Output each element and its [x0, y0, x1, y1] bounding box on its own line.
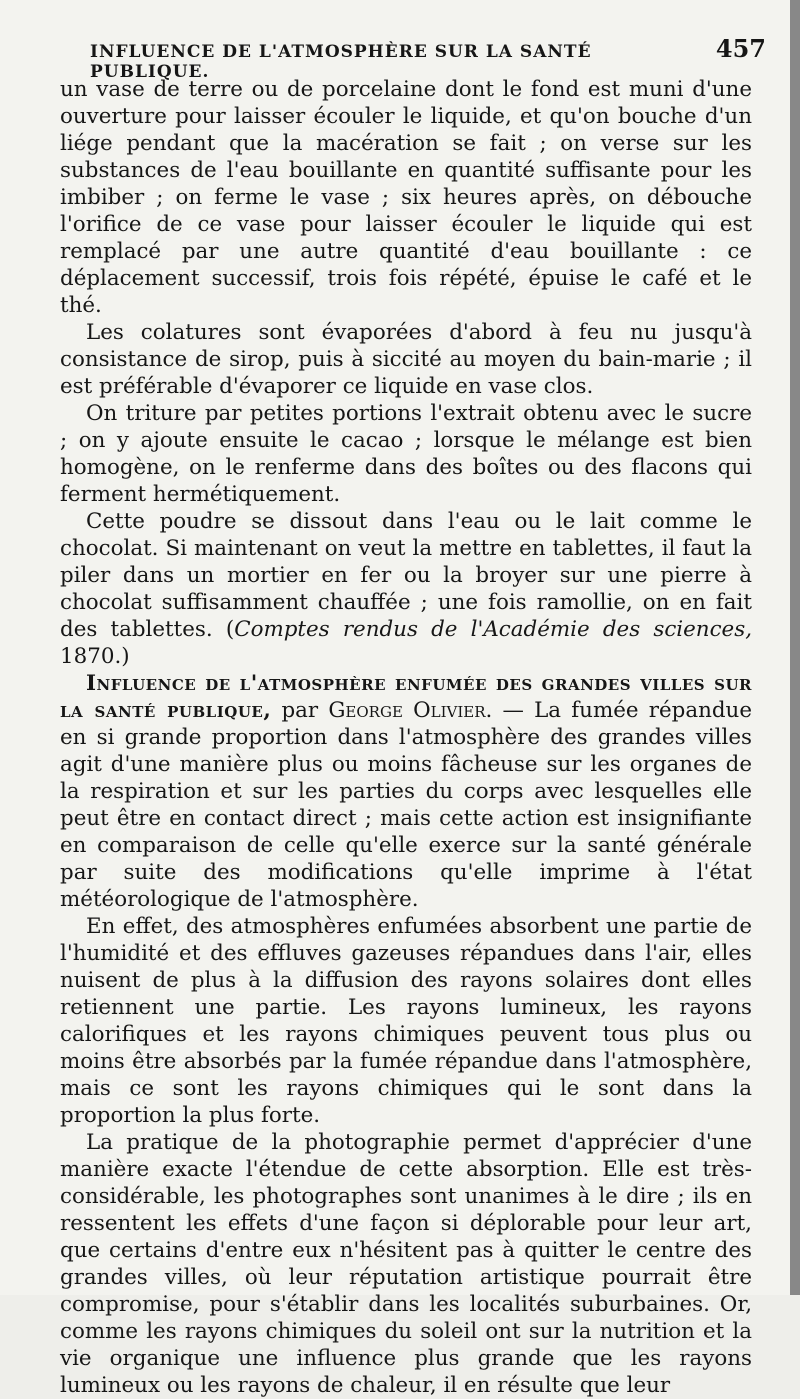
citation-year: 1870.)	[60, 644, 130, 669]
page-edge-shadow	[790, 0, 800, 1295]
citation-source: Comptes rendus de l'Académie des sciences,	[234, 617, 752, 642]
paragraph: Les colatures sont évaporées d'abord à feu nu jusqu'à consistance de sirop, puis à siccité au moyen du bain-marie ; il est préférable d'évaporer ce liquide en vase clos.	[60, 320, 752, 399]
paragraph-continued: un vase de terre ou de porcelaine dont le fond est muni d'une ouverture pour laisser écouler le liquide, et qu'on bouche d'un liége pendant que la macération se fait ; on verse sur les substances de l'eau bouillante en quantité suffisante pour les imbiber ; on ferme le vase ; six heures après, on débouche l'orifice de ce vase pour laisser écouler le liquide qui est remplacé par une autre quantité d'eau bouillante : ce déplacement successif, trois fois répété, épuise le café et le thé.	[60, 77, 752, 318]
article-text: — La fumée répandue en si grande proportion dans l'atmosphère des grandes villes agit d'une manière plus ou moins fâcheuse sur les organes de la respiration et sur les parties du corps avec lesquelles elle peut être en contact direct ; mais cette action est insignifiante en comparaison de celle qu'elle exerce sur la santé générale par suite des modifications qu'elle imprime à l'état météorologique de l'atmosphère.	[60, 698, 752, 912]
paragraph-text: Cette poudre se dissout dans l'eau ou le lait comme le chocolat. Si maintenant on veut la mettre en tablettes, il faut la piler dans un mortier en fer ou la broyer sur une pierre à chocolat suffisamment chauffée ; une fois ramollie, on en fait des tablettes. (	[60, 509, 752, 642]
article-author: George Olivier.	[328, 698, 493, 723]
running-header	[90, 34, 766, 82]
running-title: INFLUENCE DE L'ATMOSPHÈRE SUR LA SANTÉ PUBLIQUE.	[90, 42, 592, 82]
byline-prefix: par	[271, 698, 329, 723]
page-number: 457	[715, 34, 766, 63]
body-text	[60, 76, 752, 1399]
article-heading: Influence de l'atmosphère enfumée des grandes villes sur la santé publique,	[60, 671, 752, 723]
paragraph: On triture par petites portions l'extrait obtenu avec le sucre ; on y ajoute ensuite le cacao ; lorsque le mélange est bien homogène, on le renferme dans des boîtes ou des flacons qui ferment hermétiquement.	[60, 401, 752, 507]
paragraph-with-citation	[60, 508, 752, 670]
paragraph: En effet, des atmosphères enfumées absorbent une partie de l'humidité et des effluves gazeuses répandues dans l'air, elles nuisent de plus à la diffusion des rayons solaires dont elles retiennent une partie. Les rayons lumineux, les rayons calorifiques et les rayons chimiques peuvent tous plus ou moins être absorbés par la fumée répandue dans l'atmosphère, mais ce sont les rayons chimiques qui le sont dans la proportion la plus forte.	[60, 914, 752, 1128]
article-paragraph	[60, 670, 752, 913]
paragraph: La pratique de la photographie permet d'apprécier d'une manière exacte l'étendue de cette absorption. Elle est très-considérable, les photographes sont unanimes à le dire ; ils en ressentent les effets d'une façon si déplorable pour leur art, que certains d'entre eux n'hésitent pas à quitter le centre des grandes villes, où leur réputation artistique pourrait être compromise, pour s'établir dans les localités suburbaines. Or, comme les rayons chimiques du soleil ont sur la nutrition et la vie organique une influence plus grande que les rayons lumineux ou les rayons de chaleur, il en résulte que leur	[60, 1130, 752, 1398]
